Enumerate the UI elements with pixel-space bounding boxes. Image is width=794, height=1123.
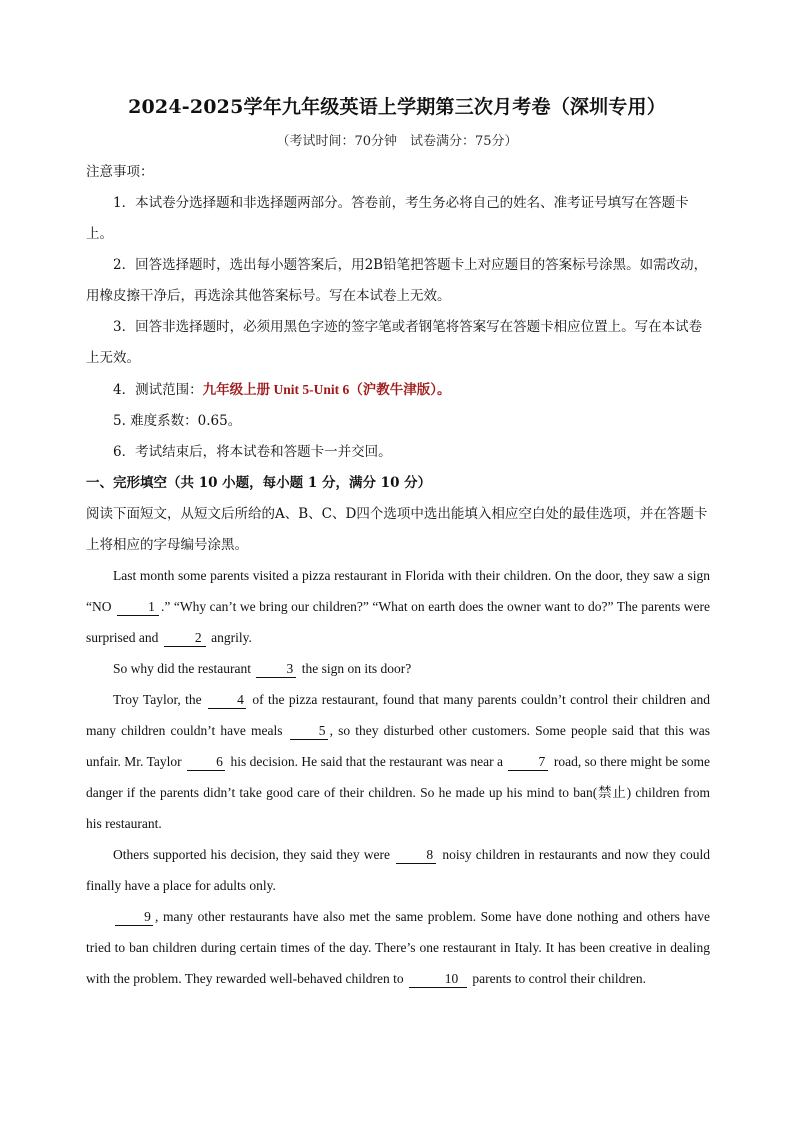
passage-text: Others supported his decision, they said they were (113, 847, 395, 862)
section-heading: 一、完形填空（共 10 小题，每小题 1 分，满分 10 分） (86, 475, 432, 491)
passage-text: Last month some parents visited a pizza restaurant in Florida with their children. On the door, they saw a sign “NO (86, 568, 710, 614)
notes-section (86, 157, 710, 561)
blank-4: 4 (208, 692, 246, 709)
page-title: 2024-2025学年九年级英语上学期第三次月考卷（深圳专用） (128, 96, 666, 118)
note-item-5: 5. 难度系数：0.65。 (113, 413, 242, 429)
passage-text: Troy Taylor, the (113, 692, 207, 707)
passage-text: road, so there might be some danger if the parents didn’t take good care of their children. So he made up his mind to ban(禁止) children from his restaurant. (86, 754, 711, 831)
blank-2: 2 (164, 630, 206, 647)
note-item-3: 3．回答非选择题时，必须用黑色字迹的签字笔或者钢笔将答案写在答题卡相应位置上。写在本试卷上无效。 (86, 319, 703, 366)
passage-paragraph-2 (86, 653, 710, 684)
note-item-6: 6．考试结束后，将本试卷和答题卡一并交回。 (113, 444, 392, 460)
blank-6: 6 (187, 754, 225, 771)
passage-text: angrily. (207, 630, 252, 645)
section-instruction: 阅读下面短文，从短文后所给的A、B、C、D四个选项中选出能填入相应空白处的最佳选项，并在答题卡上将相应的字母编号涂黑。 (86, 506, 708, 553)
blank-3: 3 (256, 661, 296, 678)
note-item-2: 2．回答选择题时，选出每小题答案后，用2B铅笔把答题卡上对应题目的答案标号涂黑。如需改动，用橡皮擦干净后，再选涂其他答案标号。写在本试卷上无效。 (86, 257, 708, 304)
passage-text: , so they disturbed other customers. Some people said that this was unfair. Mr. Taylor (86, 723, 710, 769)
passage-text: So why did the restaurant (113, 661, 255, 676)
blank-8: 8 (396, 847, 436, 864)
page-subtitle: （考试时间：70分钟 试卷满分：75分） (276, 134, 518, 149)
passage-paragraph-4 (86, 839, 710, 901)
notes-heading: 注意事项： (86, 164, 154, 180)
passage-paragraph-3 (86, 684, 710, 839)
note-item-4-prefix: 4．测试范围： (113, 382, 203, 398)
passage-text: his decision. He said that the restaurant was near a (227, 754, 507, 769)
note-item-4 (86, 374, 710, 406)
blank-10: 10 (409, 971, 467, 988)
passage-text: the sign on its door? (298, 661, 412, 676)
passage-text: of the pizza restaurant, found that many parents couldn’t control their children and many children couldn’t have meals (86, 692, 710, 738)
cloze-passage (86, 560, 710, 994)
passage-paragraph-5 (86, 901, 710, 994)
passage-text: , many other restaurants have also met the same problem. Some have done nothing and others have tried to ban children during certain times of the day. There’s one restaurant in Italy. It has been creative in dealing with the problem. They rewarded well-behaved children to (86, 909, 710, 986)
passage-text: .” “Why can’t we bring our children?” “What on earth does the owner want to do?” The parents were surprised and (86, 599, 710, 645)
passage-paragraph-1 (86, 560, 710, 653)
blank-9: 9 (115, 909, 153, 926)
note-item-1: 1．本试卷分选择题和非选择题两部分。答卷前，考生务必将自己的姓名、准考证号填写在答题卡上。 (86, 195, 689, 242)
test-range: 九年级上册 Unit 5-Unit 6（沪教牛津版）。 (202, 382, 451, 397)
blank-1: 1 (117, 599, 159, 616)
passage-text: parents to control their children. (469, 971, 646, 986)
blank-7: 7 (508, 754, 548, 771)
passage-text: noisy children in restaurants and now they could finally have a place for adults only. (86, 847, 710, 893)
blank-5: 5 (290, 723, 328, 740)
